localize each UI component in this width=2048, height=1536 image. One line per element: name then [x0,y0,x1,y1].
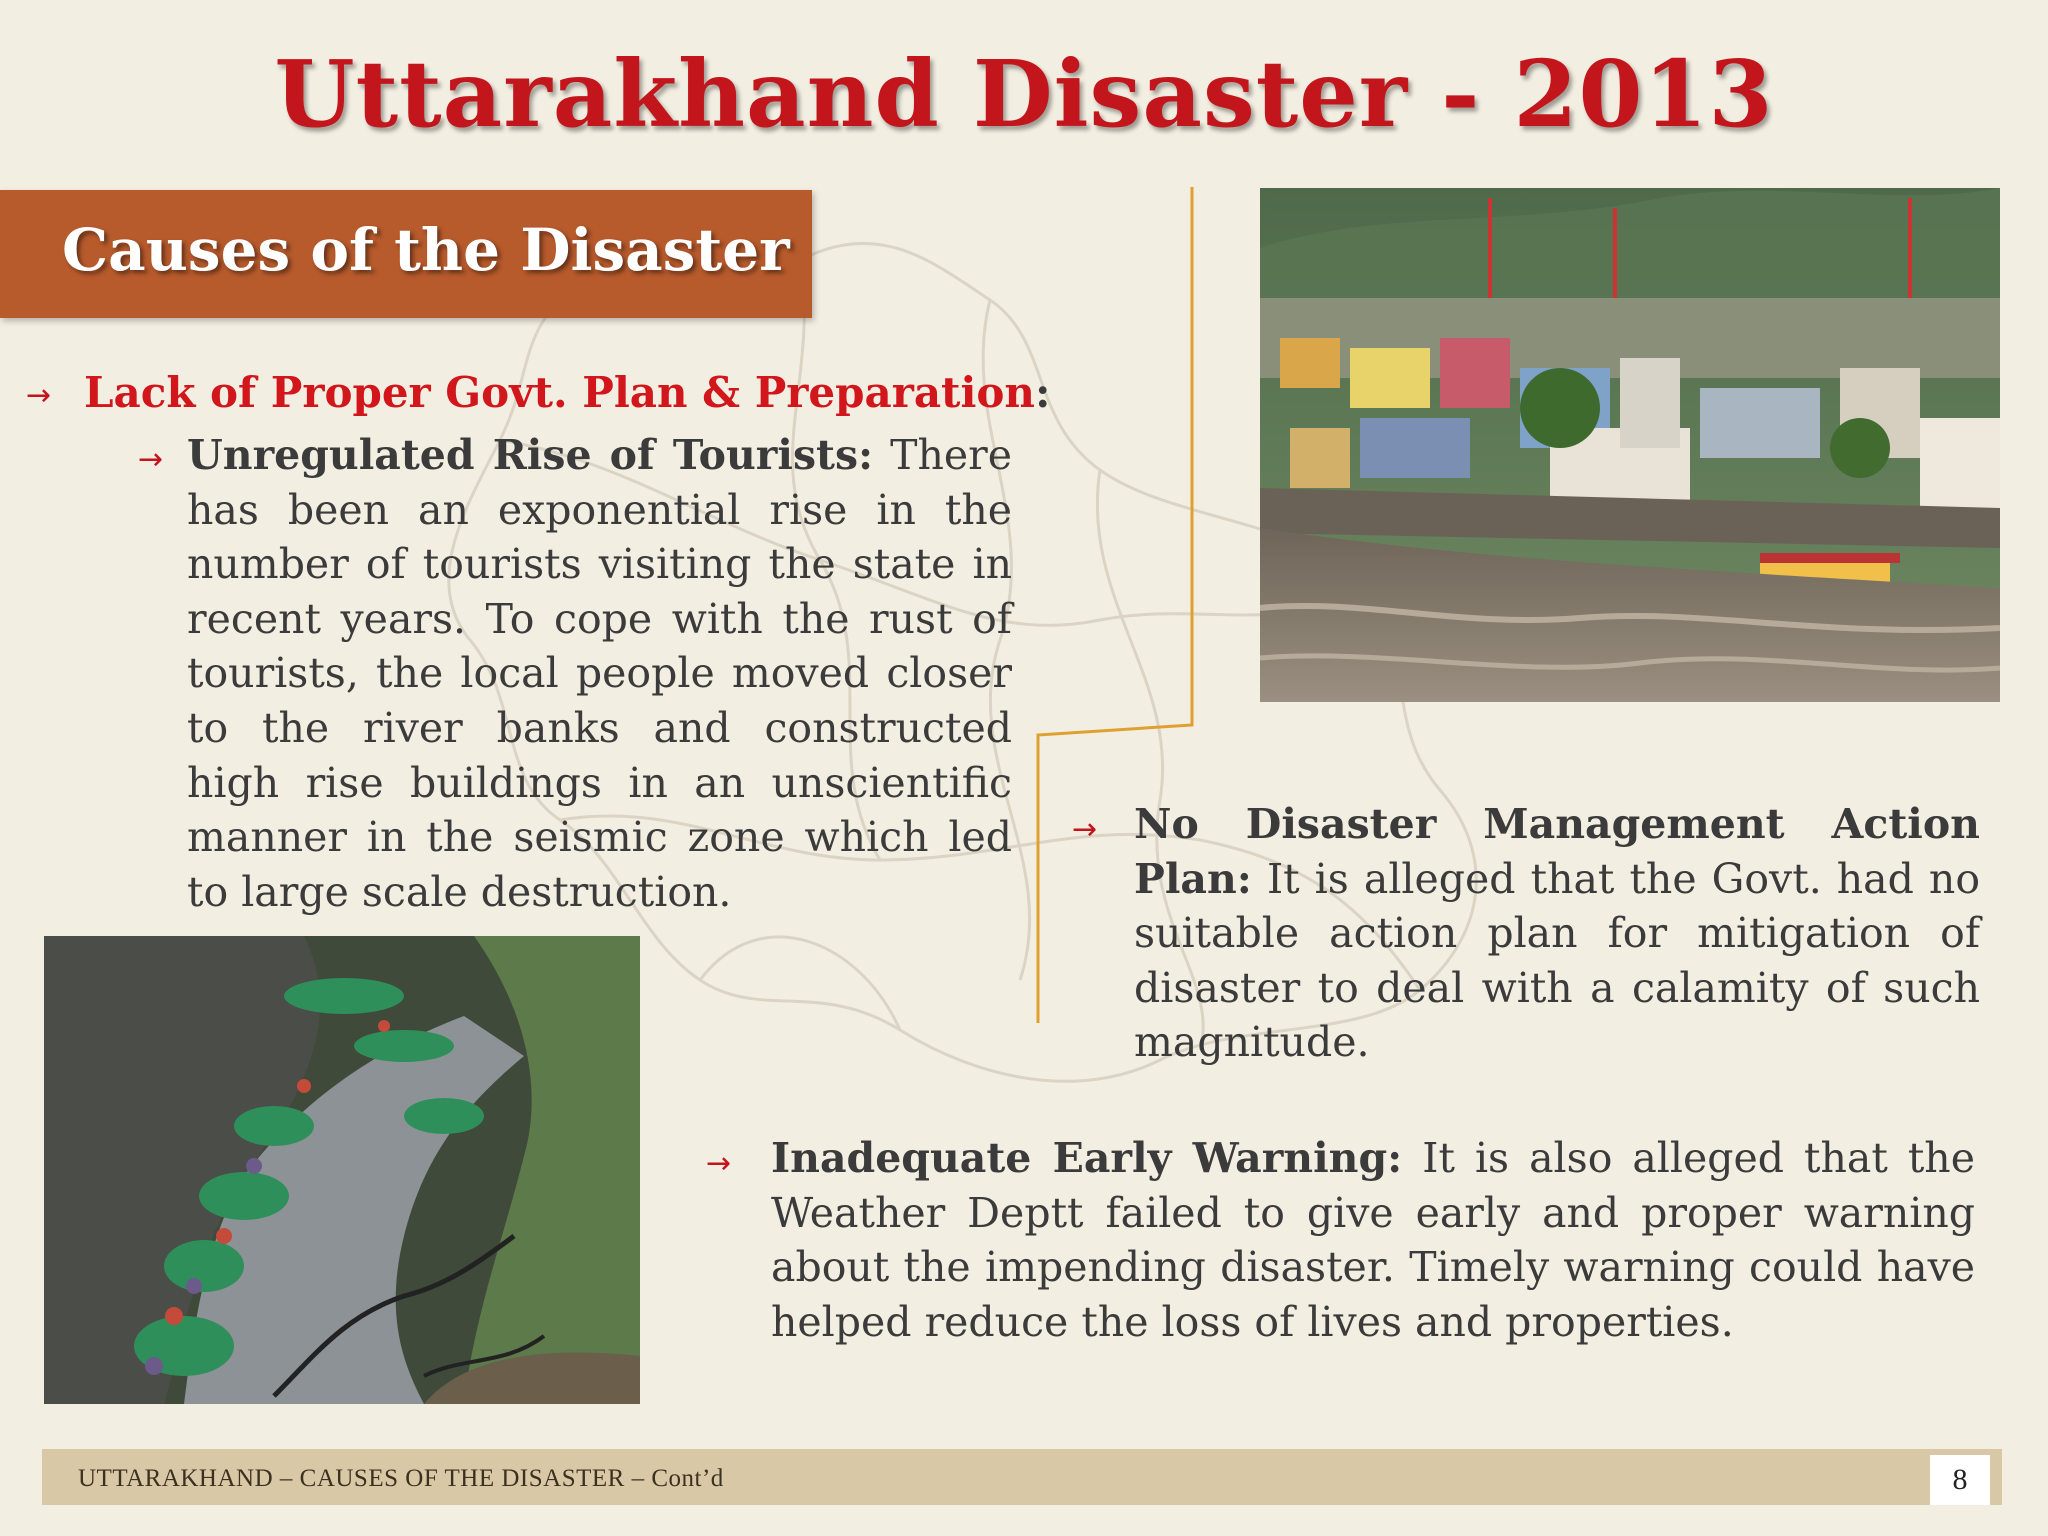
point-no-action-plan [1134,797,1980,1070]
point-text: There has been an exponential rise in the number of tourists visiting the state in recent years. To cope with the rust of tourists, the local people moved closer to the river banks and constructed high rise buildings in an unscientific manner in the seismic zone which led to large scale destruction. [187,431,1012,916]
section-banner [0,190,812,318]
bullet-arrow-icon: → [1072,812,1098,847]
flood-town-photo [1260,188,2000,702]
section-heading: Causes of the Disaster [62,216,790,284]
point-early-warning [771,1131,1975,1349]
main-point [84,368,1050,417]
slide-title: Uttarakhand Disaster - 2013 [274,40,1774,148]
point-heading: No Disaster Management Action Plan: [1134,800,1980,903]
footer-text: UTTARAKHAND – CAUSES OF THE DISASTER – Cont’d [78,1465,724,1492]
point-text: It is also alleged that the Weather Deptt failed to give early and proper warning about the impending disaster. Timely warning could have helped reduce the loss of lives and properties. [771,1134,1975,1346]
bullet-arrow-icon: → [138,442,164,477]
point-text: It is alleged that the Govt. had no suitable action plan for mitigation of disaster to deal with a calamity of such magnitude. [1134,854,1980,1067]
footer-bar [42,1449,2002,1505]
main-point-colon: : [1034,368,1051,417]
point-unregulated-tourists [187,428,1012,919]
bullet-arrow-icon: → [26,378,52,413]
main-point-label: Lack of Proper Govt. Plan & Preparation [84,368,1035,417]
point-heading: Unregulated Rise of Tourists: [187,431,874,479]
stranded-pilgrims-photo [44,936,640,1404]
bullet-arrow-icon: → [706,1146,732,1181]
point-heading: Inadequate Early Warning: [771,1134,1403,1182]
page-number: 8 [1930,1455,1990,1505]
